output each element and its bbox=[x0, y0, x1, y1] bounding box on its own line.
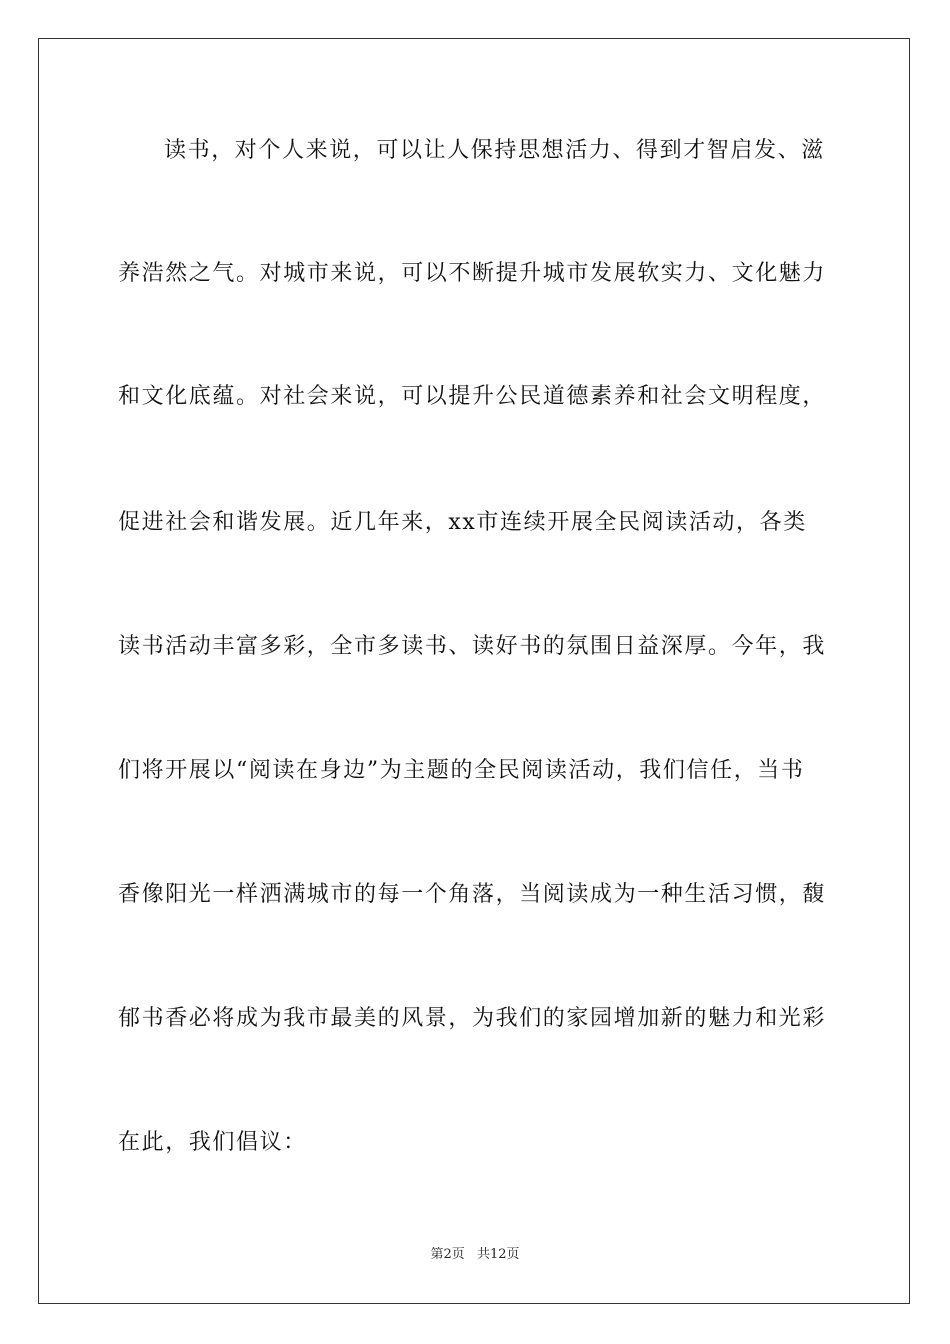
page-total: 共12页 bbox=[476, 1247, 520, 1262]
paragraph-line-6: 们将开展以“阅读在身边”为主题的全民阅读活动，我们信任，当书 bbox=[118, 758, 805, 783]
paragraph-line-2: 养浩然之气。对城市来说，可以不断提升城市发展软实力、文化魅力 bbox=[118, 261, 827, 286]
paragraph-line-8: 郁书香必将成为我市最美的风景，为我们的家园增加新的魅力和光彩 bbox=[118, 1006, 827, 1031]
paragraph-line-1: 读书，对个人来说，可以让人保持思想活力、得到才智启发、滋 bbox=[164, 138, 825, 163]
paragraph-line-9: 在此，我们倡议： bbox=[118, 1130, 307, 1155]
page-number: 第2页 bbox=[430, 1247, 465, 1262]
paragraph-line-3: 和文化底蕴。对社会来说，可以提升公民道德素养和社会文明程度， bbox=[118, 384, 827, 409]
paragraph-line-7: 香像阳光一样洒满城市的每一个角落，当阅读成为一种生活习惯，馥 bbox=[118, 882, 827, 907]
page-border bbox=[38, 38, 910, 1304]
paragraph-line-4: 促进社会和谐发展。近几年来，xx市连续开展全民阅读活动，各类 bbox=[118, 510, 807, 535]
page-footer bbox=[0, 1246, 950, 1264]
paragraph-line-5: 读书活动丰富多彩，全市多读书、读好书的氛围日益深厚。今年，我 bbox=[118, 634, 827, 659]
